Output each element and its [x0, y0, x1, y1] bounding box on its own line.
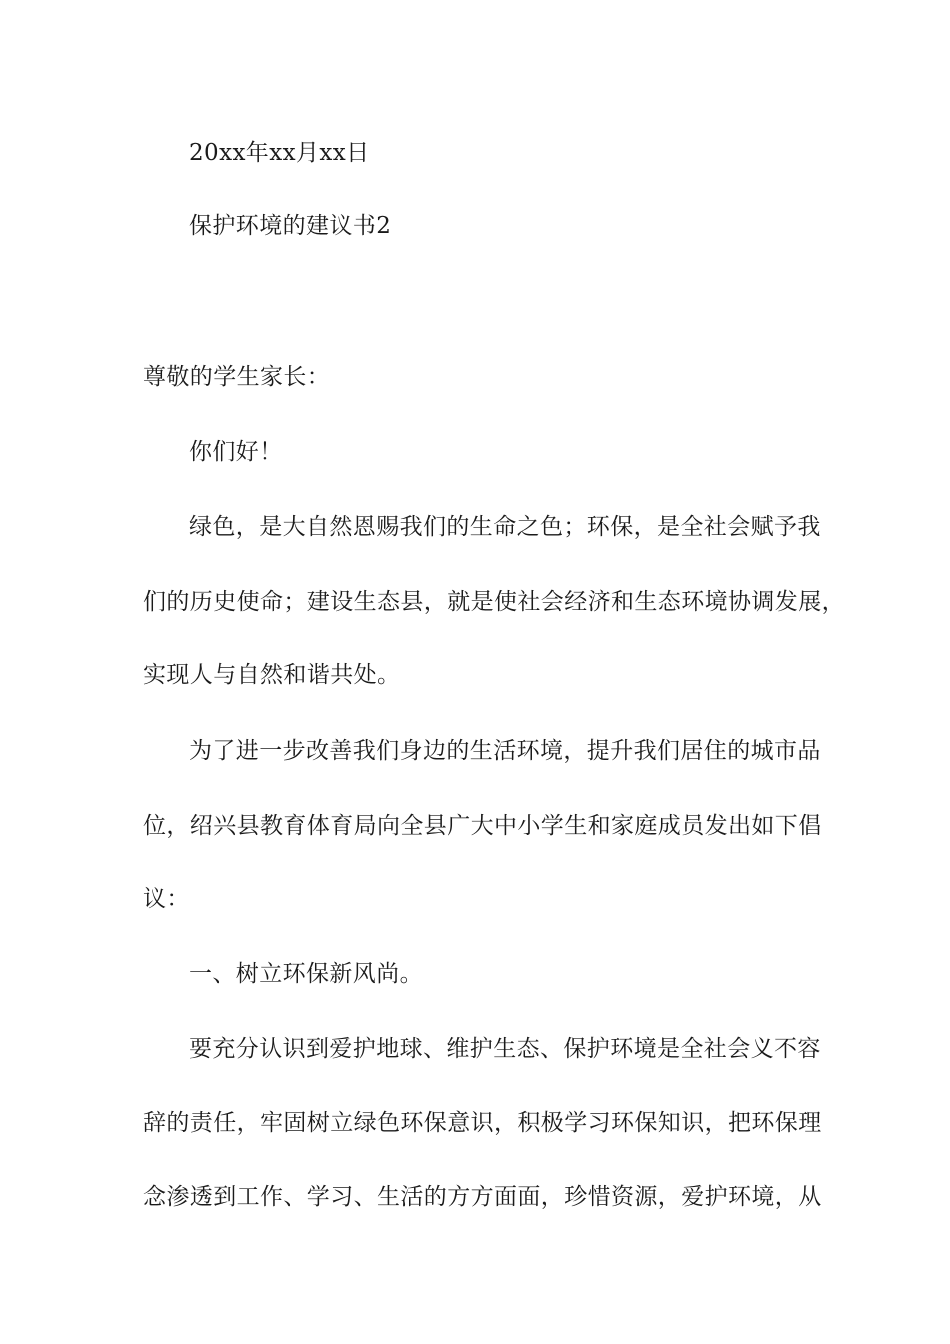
salutation: 尊敬的学生家长： — [143, 364, 331, 390]
paragraph-2-line-2: 位，绍兴县教育体育局向全县广大中小学生和家庭成员发出如下倡 — [143, 813, 822, 839]
paragraph-3-line-2: 辞的责任，牢固树立绿色环保意识，积极学习环保知识，把环保理 — [143, 1110, 822, 1136]
date-line: 20xx年xx月xx日 — [189, 140, 370, 166]
document-title: 保护环境的建议书2 — [189, 213, 392, 239]
paragraph-3-line-3: 念渗透到工作、学习、生活的方方面面，珍惜资源，爱护环境，从 — [143, 1184, 822, 1210]
section-heading-1: 一、树立环保新风尚。 — [189, 961, 423, 987]
paragraph-1-line-3: 实现人与自然和谐共处。 — [143, 662, 401, 688]
paragraph-2-line-1: 为了进一步改善我们身边的生活环境，提升我们居住的城市品 — [189, 738, 821, 764]
paragraph-1-line-2: 们的历史使命；建设生态县，就是使社会经济和生态环境协调发展， — [143, 589, 845, 615]
greeting: 你们好！ — [189, 439, 283, 465]
paragraph-3-line-1: 要充分认识到爱护地球、维护生态、保护环境是全社会义不容 — [189, 1036, 821, 1062]
paragraph-2-line-3: 议： — [143, 886, 190, 912]
paragraph-1-line-1: 绿色，是大自然恩赐我们的生命之色；环保，是全社会赋予我 — [189, 514, 821, 540]
